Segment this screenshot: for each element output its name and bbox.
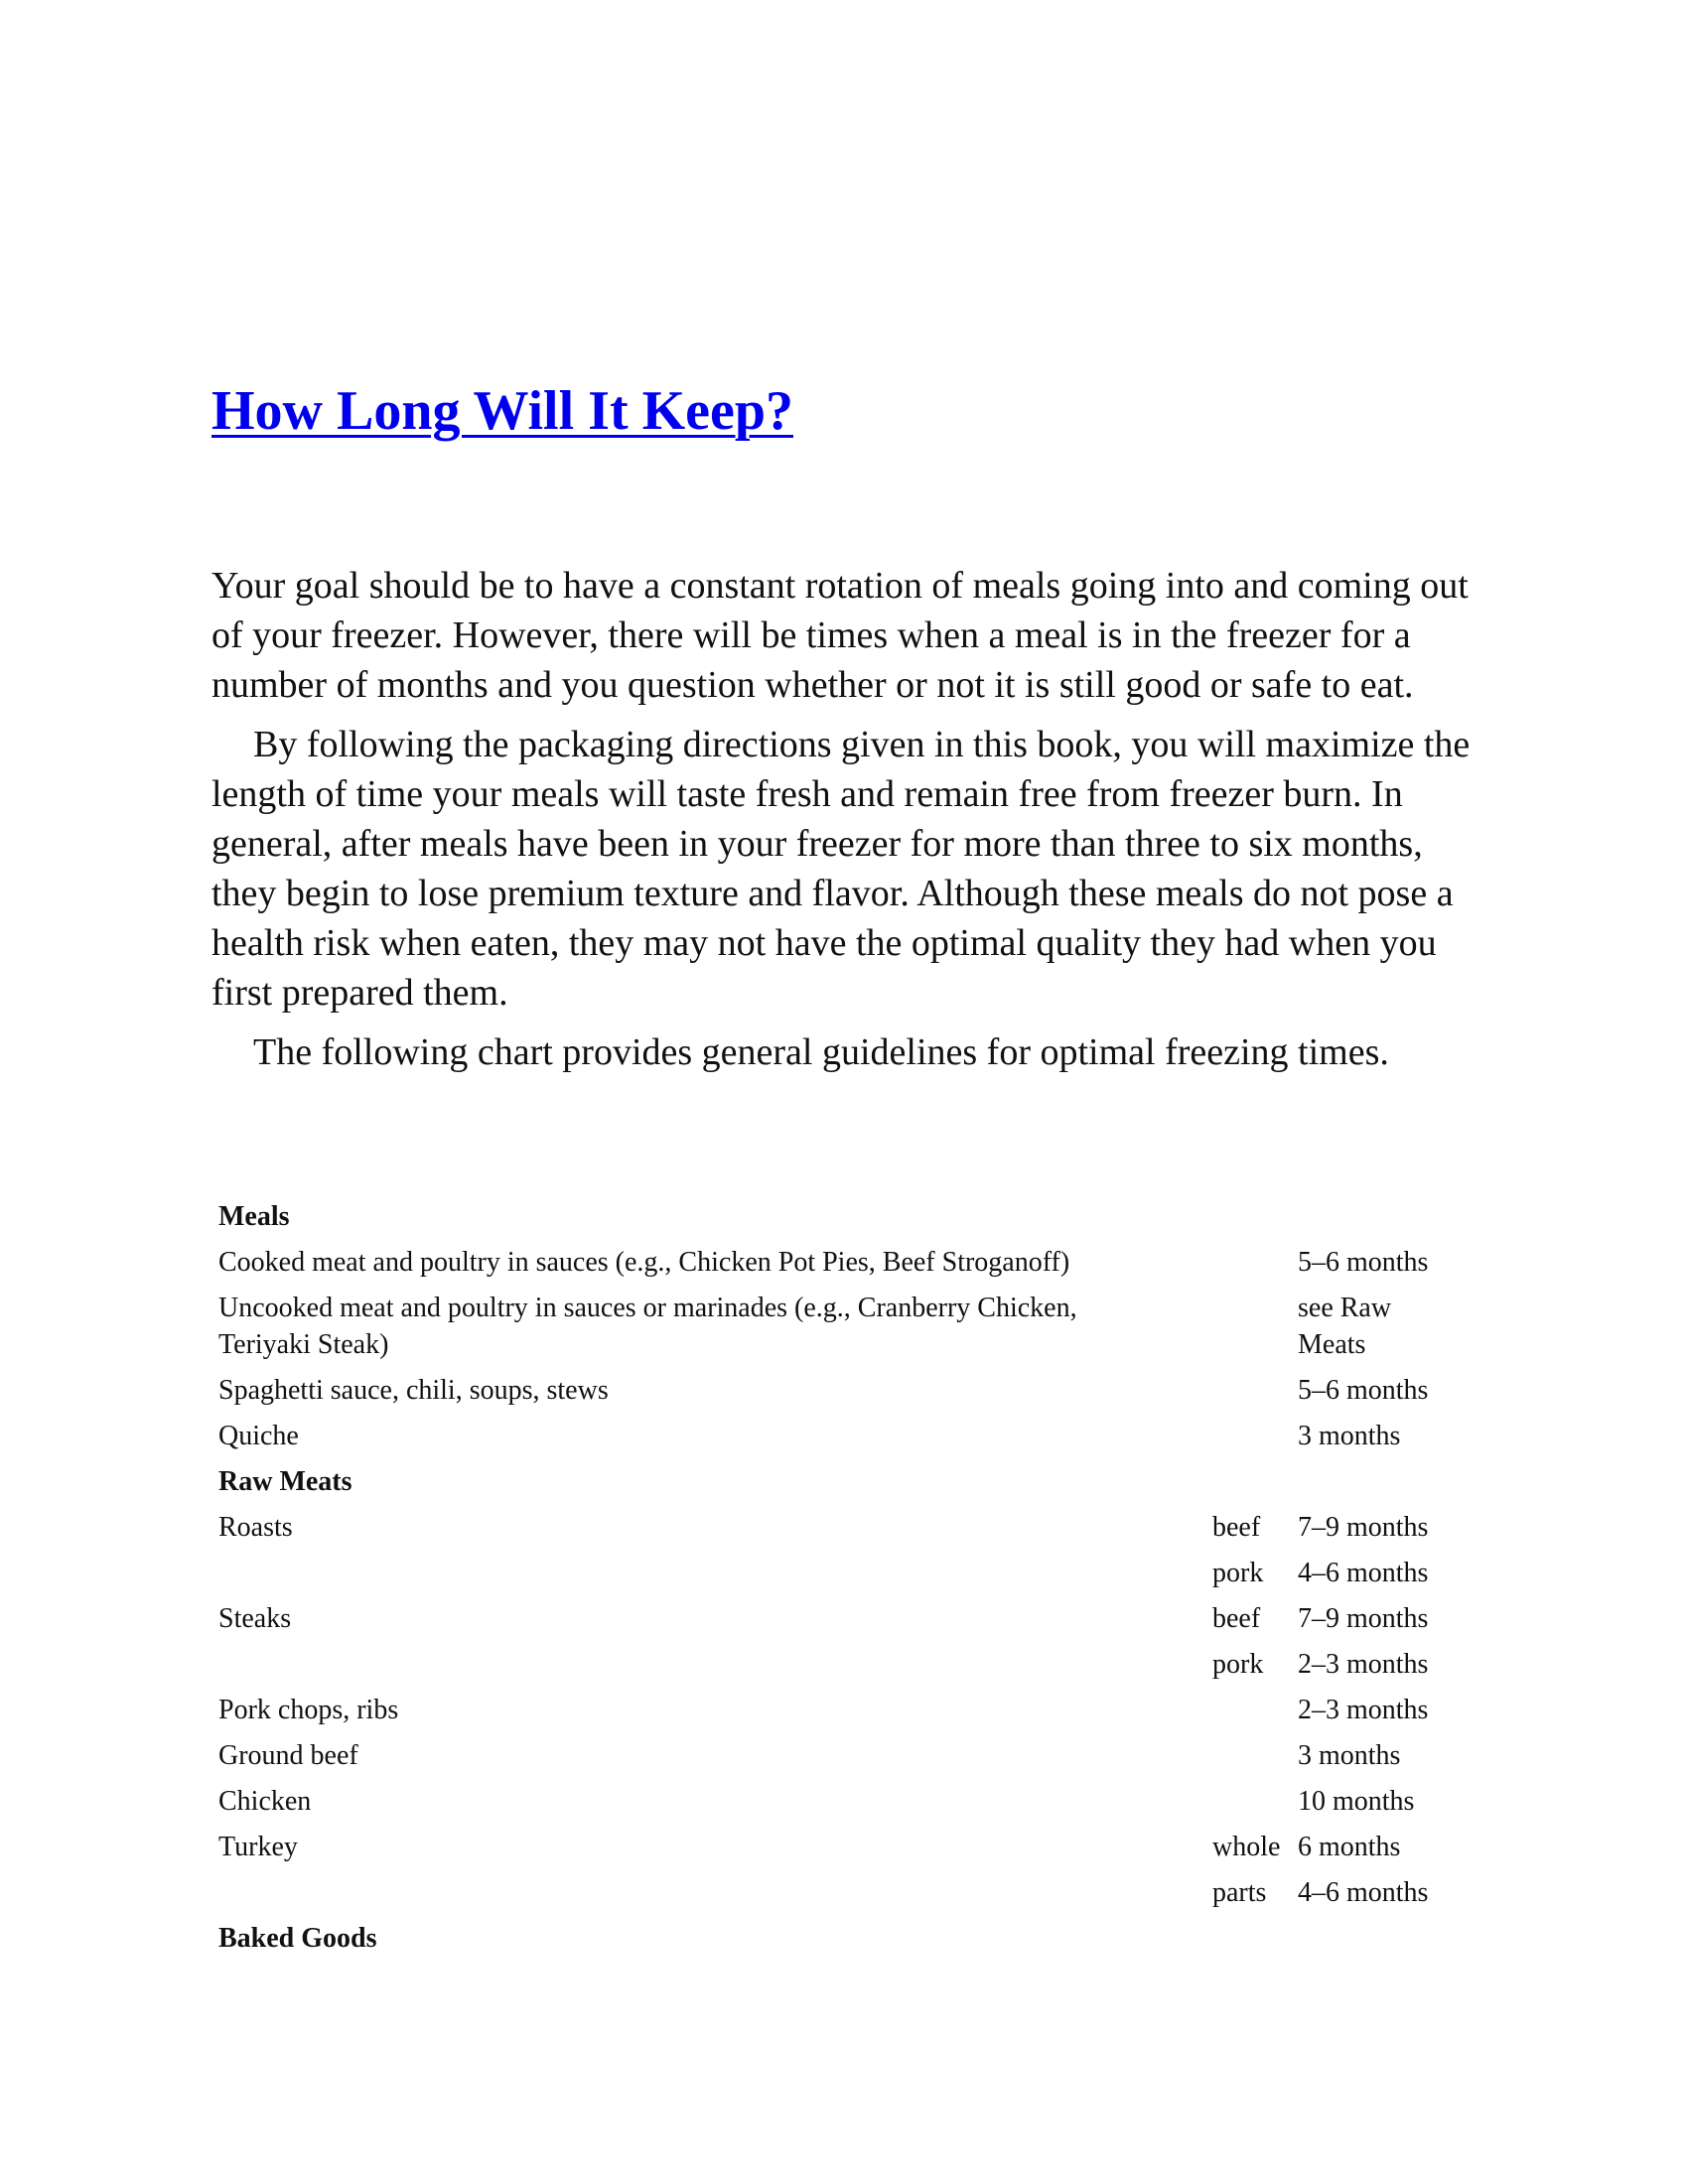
item-name: Steaks — [218, 1603, 292, 1634]
freeze-time: see Raw Meats — [1298, 1293, 1392, 1360]
table-row — [218, 1244, 1470, 1281]
section-heading-label: Raw Meats — [218, 1466, 352, 1497]
table-row — [218, 1692, 1470, 1728]
table-row — [218, 1874, 1470, 1911]
item-name: Ground beef — [218, 1740, 358, 1771]
freeze-time: 2–3 months — [1298, 1695, 1429, 1725]
table-row — [218, 1509, 1470, 1546]
section-heading-baked-goods — [218, 1920, 1470, 1957]
item-name: Spaghetti sauce, chili, soups, stews — [218, 1375, 609, 1406]
paragraph-chart-intro: The following chart provides general guidelines for optimal freezing times. — [253, 1031, 1389, 1073]
freeze-time: 5–6 months — [1298, 1375, 1429, 1406]
freeze-time: 4–6 months — [1298, 1877, 1429, 1908]
table-row — [218, 1290, 1470, 1363]
table-row — [218, 1783, 1470, 1820]
freeze-time: 7–9 months — [1298, 1512, 1429, 1543]
item-qualifier: parts — [1212, 1877, 1267, 1908]
section-heading-raw-meats — [218, 1463, 1470, 1500]
freeze-time: 7–9 months — [1298, 1603, 1429, 1634]
table-row — [218, 1600, 1470, 1637]
item-name: Chicken — [218, 1786, 312, 1817]
item-name: Quiche — [218, 1421, 299, 1451]
item-name: Turkey — [218, 1832, 298, 1862]
freezing-times-chart — [218, 1198, 1470, 1966]
freeze-time: 3 months — [1298, 1421, 1401, 1451]
item-qualifier: beef — [1212, 1603, 1261, 1634]
item-qualifier: beef — [1212, 1512, 1261, 1543]
section-heading-label: Meals — [218, 1201, 290, 1232]
section-heading-meals — [218, 1198, 1470, 1235]
table-row — [218, 1372, 1470, 1409]
freeze-time: 3 months — [1298, 1740, 1401, 1771]
table-row — [218, 1418, 1470, 1454]
freeze-time: 4–6 months — [1298, 1558, 1429, 1588]
freeze-time: 2–3 months — [1298, 1649, 1429, 1680]
table-row — [218, 1555, 1470, 1591]
item-qualifier: whole — [1212, 1832, 1281, 1862]
page-title[interactable]: How Long Will It Keep? — [211, 380, 794, 442]
item-qualifier: pork — [1212, 1558, 1264, 1588]
table-row — [218, 1829, 1470, 1865]
item-name: Cooked meat and poultry in sauces (e.g., Chicken Pot Pies, Beef Stroganoff) — [218, 1247, 1070, 1278]
item-name: Uncooked meat and poultry in sauces or marinades (e.g., Cranberry Chicken, Teriyaki Steak) — [218, 1293, 1077, 1360]
item-qualifier: pork — [1212, 1649, 1264, 1680]
freeze-time: 6 months — [1298, 1832, 1401, 1862]
paragraph-intro: Your goal should be to have a constant rotation of meals going into and coming out of your freezer. However, there will be times when a meal is in the freezer for a number of months and you question whether or not it is still good or safe to eat. — [211, 565, 1469, 706]
freeze-time: 10 months — [1298, 1786, 1415, 1817]
item-name: Pork chops, ribs — [218, 1695, 399, 1725]
section-heading-label: Baked Goods — [218, 1923, 377, 1954]
table-row — [218, 1737, 1470, 1774]
item-name: Roasts — [218, 1512, 293, 1543]
freeze-time: 5–6 months — [1298, 1247, 1429, 1278]
table-row — [218, 1646, 1470, 1683]
paragraph-packaging: By following the packaging directions given in this book, you will maximize the length of time your meals will taste fresh and remain free from freezer burn. In general, after meals have been in your freezer for more than three to six months, they begin to lose premium texture and flavor. Although these meals do not pose a health risk when eaten, they may not have the optimal quality they had when you first prepared them. — [211, 724, 1471, 1014]
body-text — [211, 561, 1492, 1087]
